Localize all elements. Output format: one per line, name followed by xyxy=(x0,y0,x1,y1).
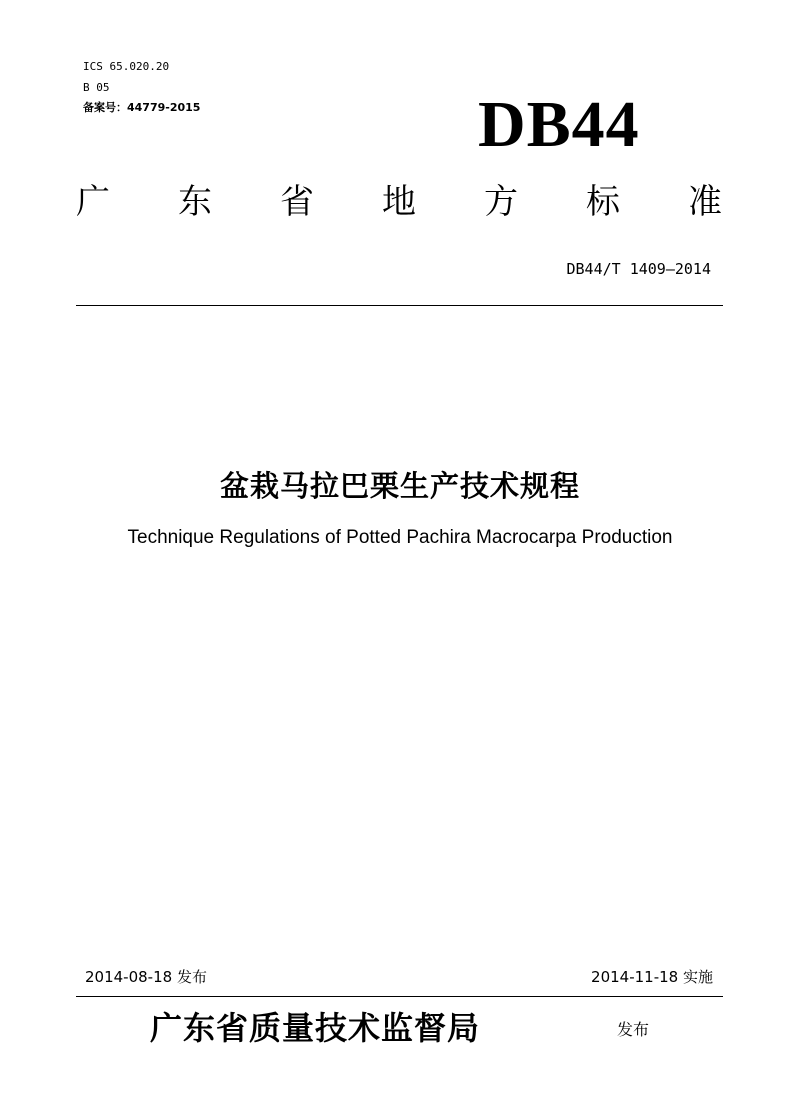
ccs-code: B 05 xyxy=(83,81,110,94)
standard-type-char: 准 xyxy=(688,182,722,222)
issuing-authority-suffix: 发布 xyxy=(617,1020,650,1039)
standard-type-char: 广 xyxy=(76,182,110,222)
top-divider xyxy=(76,305,723,306)
bottom-divider xyxy=(76,996,723,997)
standard-type-heading xyxy=(76,182,722,222)
standard-type-char: 东 xyxy=(178,182,212,222)
record-number: 备案号：44779-2015 xyxy=(83,101,201,114)
standard-type-char: 地 xyxy=(382,182,416,222)
issuing-authority: 广东省质量技术监督局 xyxy=(150,1009,481,1047)
standard-type-char: 标 xyxy=(586,182,620,222)
standard-number: DB44/T 1409—2014 xyxy=(566,260,711,278)
db44-logo: DB44 xyxy=(478,88,640,161)
ics-code: ICS 65.020.20 xyxy=(83,60,170,73)
document-title-english: Technique Regulations of Potted Pachira Macrocarpa Production xyxy=(127,527,673,548)
standard-type-char: 方 xyxy=(484,182,518,222)
implement-date: 2014-11-18 实施 xyxy=(591,968,713,986)
publish-date: 2014-08-18 发布 xyxy=(85,968,207,986)
standard-type-char: 省 xyxy=(280,182,314,222)
document-title-chinese: 盆栽马拉巴栗生产技术规程 xyxy=(219,469,580,503)
